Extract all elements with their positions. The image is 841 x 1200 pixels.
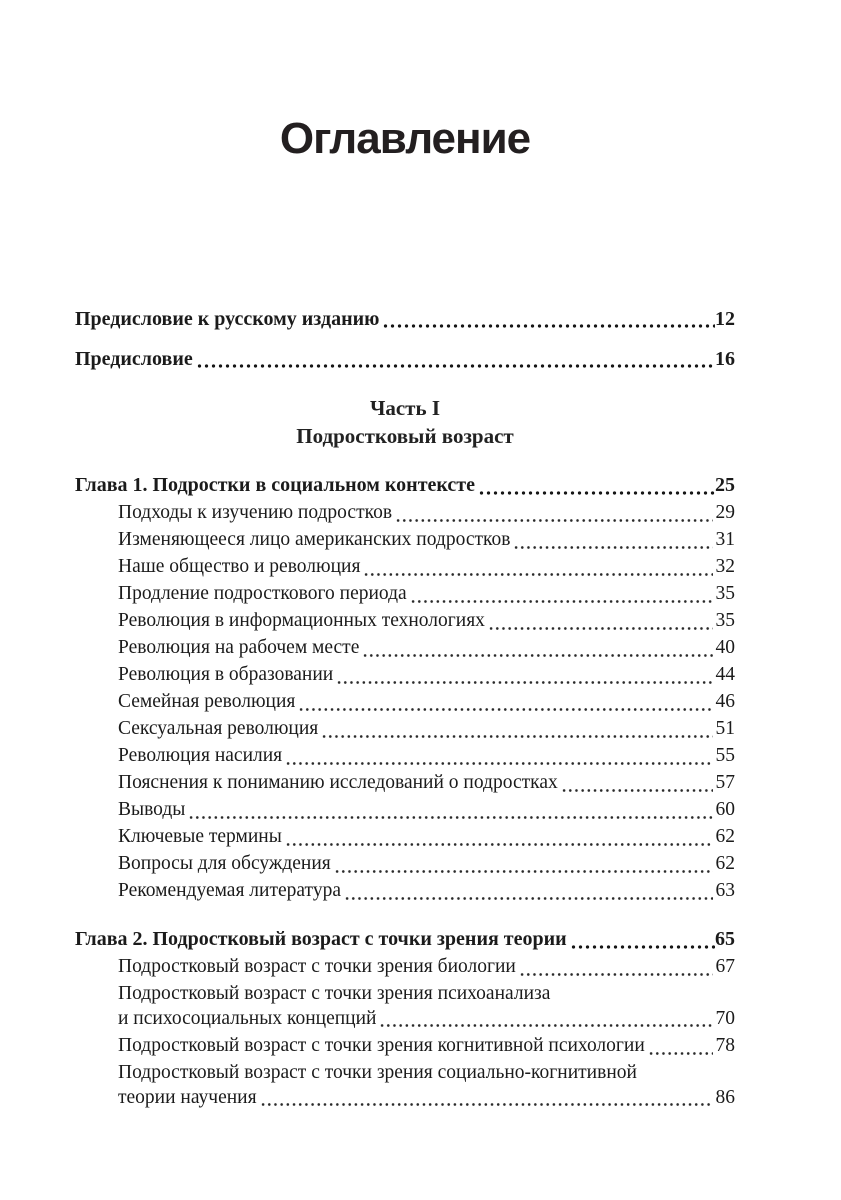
entry-title: Продление подросткового периода xyxy=(118,583,407,604)
entry-title-line: Подростковый возраст с точки зрения психоанализа xyxy=(118,983,551,1004)
entry-title: и психосоциальных концепций xyxy=(118,1008,377,1029)
toc-entry xyxy=(118,499,735,526)
dot-leader xyxy=(561,788,713,793)
entry-page-number: 78 xyxy=(715,1035,735,1056)
entry-page-number: 65 xyxy=(715,928,735,950)
entry-title: Наше общество и революция xyxy=(118,556,361,577)
part-title: Подростковый возраст xyxy=(296,424,514,448)
dot-leader xyxy=(570,944,715,950)
dot-leader xyxy=(410,599,713,604)
entry-title: Предисловие к русскому изданию xyxy=(75,308,380,330)
dot-leader xyxy=(188,815,712,820)
dot-leader xyxy=(519,972,713,977)
entry-page-number: 55 xyxy=(715,745,735,766)
entry-title: Революция в образовании xyxy=(118,664,334,685)
toc-entry xyxy=(118,823,735,850)
entry-title: Глава 1. Подростки в социальном контексте xyxy=(75,474,476,496)
chapter-1 xyxy=(75,472,735,904)
entry-title: Изменяющееся лицо американских подростков xyxy=(118,529,511,550)
entry-page-number: 31 xyxy=(715,529,735,550)
page-title: Оглавление xyxy=(279,114,531,163)
toc-entry xyxy=(118,661,735,688)
dot-leader xyxy=(648,1051,713,1056)
entry-page-number: 32 xyxy=(715,556,735,577)
entry-title: Подростковый возраст с точки зрения когнитивной психологии xyxy=(118,1035,645,1056)
dot-leader xyxy=(382,323,715,329)
toc-entry xyxy=(118,980,735,1032)
entry-title: Революция на рабочем месте xyxy=(118,637,360,658)
entry-title: Рекомендуемая литература xyxy=(118,880,341,901)
entry-page-number: 60 xyxy=(715,799,735,820)
toc-entry xyxy=(118,634,735,661)
toc-entry xyxy=(118,769,735,796)
entry-page-number: 62 xyxy=(715,826,735,847)
entry-page-number: 16 xyxy=(715,348,735,370)
frontmatter-entry xyxy=(75,346,735,372)
toc-entry xyxy=(118,850,735,877)
entry-last-line xyxy=(118,1085,735,1110)
dot-leader xyxy=(334,869,713,874)
entry-page-number: 46 xyxy=(715,691,735,712)
dot-leader xyxy=(260,1102,713,1107)
entry-page-number: 86 xyxy=(715,1087,735,1108)
entry-title: Революция в информационных технологиях xyxy=(118,610,485,631)
entry-title: Ключевые термины xyxy=(118,826,282,847)
entry-title: Глава 2. Подростковый возраст с точки зрения теории xyxy=(75,928,567,950)
entry-page-number: 57 xyxy=(715,772,735,793)
entry-title: Предисловие xyxy=(75,348,193,370)
dot-leader xyxy=(363,572,712,577)
frontmatter-entry xyxy=(75,306,735,332)
entry-page-number: 35 xyxy=(715,610,735,631)
dot-leader xyxy=(285,842,713,847)
entry-title: Вопросы для обсуждения xyxy=(118,853,331,874)
entry-page-number: 25 xyxy=(715,474,735,496)
toc-entry xyxy=(118,796,735,823)
dot-leader xyxy=(285,761,712,766)
entry-page-number: 63 xyxy=(715,880,735,901)
toc-entry xyxy=(118,580,735,607)
toc-entry xyxy=(118,1032,735,1059)
entry-page-number: 44 xyxy=(715,664,735,685)
entry-page-number: 40 xyxy=(715,637,735,658)
dot-leader xyxy=(395,518,712,523)
toc-entry xyxy=(118,526,735,553)
entry-title: Подростковый возраст с точки зрения биологии xyxy=(118,956,516,977)
part-number: Часть I xyxy=(369,396,441,420)
dot-leader xyxy=(298,707,712,712)
dot-leader xyxy=(379,1023,712,1028)
entry-last-line xyxy=(118,1006,735,1031)
chapter-2 xyxy=(75,926,735,1111)
chapter-heading xyxy=(75,926,735,953)
toc-entry xyxy=(118,607,735,634)
entry-title: Семейная революция xyxy=(118,691,296,712)
toc-entry xyxy=(118,877,735,904)
dot-leader xyxy=(321,734,712,739)
chapter-list xyxy=(75,472,735,1111)
entry-page-number: 35 xyxy=(715,583,735,604)
dot-leader xyxy=(196,363,715,369)
entry-title: теории научения xyxy=(118,1087,257,1108)
entry-page-number: 51 xyxy=(715,718,735,739)
frontmatter-list xyxy=(75,306,735,372)
entry-title: Революция насилия xyxy=(118,745,283,766)
entry-page-number: 67 xyxy=(715,956,735,977)
toc-entry xyxy=(118,1059,735,1111)
entry-title: Сексуальная революция xyxy=(118,718,319,739)
entry-page-number: 70 xyxy=(715,1008,735,1029)
toc-entry xyxy=(118,553,735,580)
entry-page-number: 29 xyxy=(715,502,735,523)
dot-leader xyxy=(344,896,713,901)
dot-leader xyxy=(478,490,715,496)
dot-leader xyxy=(362,653,712,658)
toc-entry xyxy=(118,688,735,715)
dot-leader xyxy=(336,680,712,685)
entry-page-number: 62 xyxy=(715,853,735,874)
entry-title: Выводы xyxy=(118,799,186,820)
chapter-heading xyxy=(75,472,735,499)
toc-entry xyxy=(118,715,735,742)
dot-leader xyxy=(513,545,712,550)
entry-title: Подходы к изучению подростков xyxy=(118,502,393,523)
toc-entry xyxy=(118,953,735,980)
part-heading xyxy=(75,394,735,450)
entry-title-line: Подростковый возраст с точки зрения социально-когнитивной xyxy=(118,1062,637,1083)
toc-entry xyxy=(118,742,735,769)
entry-page-number: 12 xyxy=(715,308,735,330)
dot-leader xyxy=(488,626,713,631)
entry-title: Пояснения к пониманию исследований о подростках xyxy=(118,772,558,793)
